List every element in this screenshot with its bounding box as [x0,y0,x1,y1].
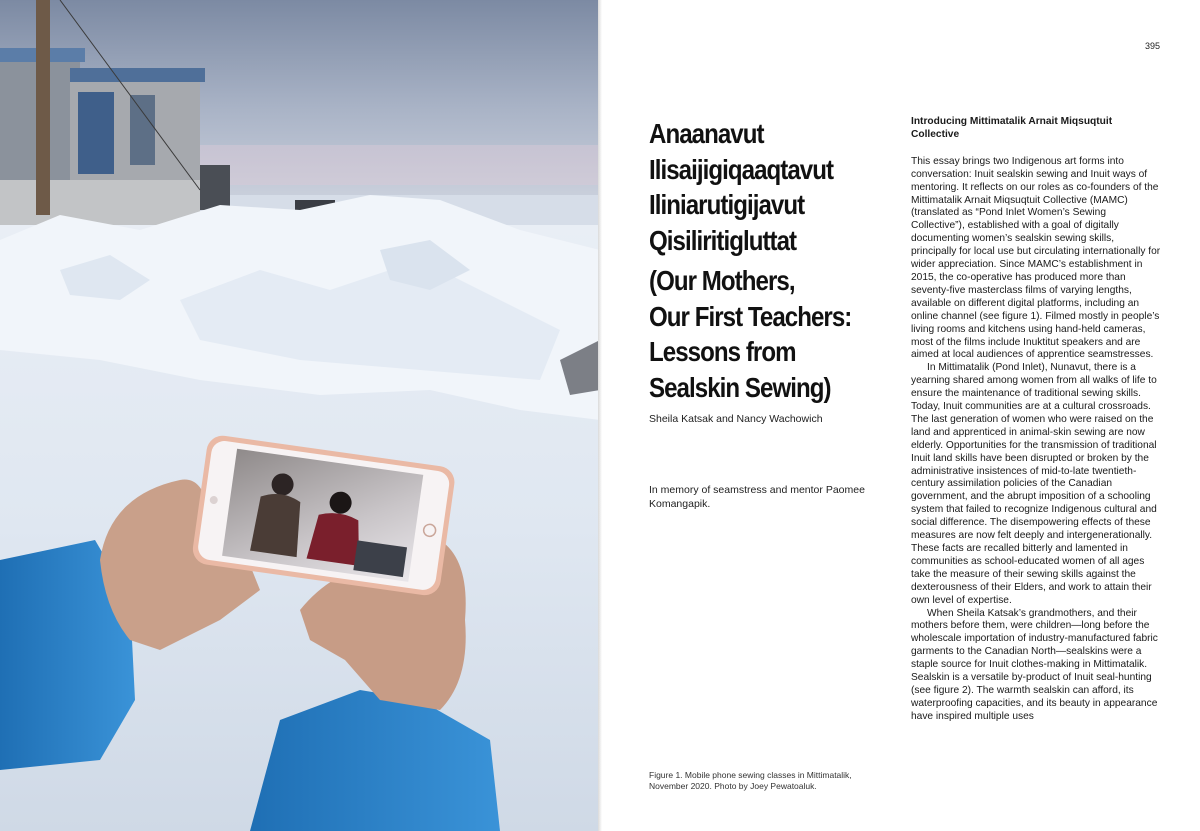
title-line: Qisiliritigluttat [649,224,797,256]
figure-caption: Figure 1. Mobile phone sewing classes in Mittimatalik, November 2020. Photo by Joey Pewatoaluk. [649,770,852,791]
page-gutter [598,0,602,831]
paragraph: In Mittimatalik (Pond Inlet), Nunavut, there is a yearning shared among women from all walks of life to ensure the maintenance of traditional sewing skills. Today, Inuit communities are at a cultural crossroads. The last generation of women who were raised on the land and apprenticed in animal-skin sewing are now elderly. Opportunities for the transmission of traditional Inuit land skills have been disrupted or broken by the administrative insistences of mid-to-late twentieth-century assimilation policies of the Canadian government, and the abrupt imposition of a schooling system that failed to recognize Indigenous cultural and social difference. The disempowering effects of these measures are now felt deeply and intergenerationally. These facts are recalled bitterly and lamented in communities as school-educated women of all ages take the measure of their sewing skills against the dexterousness of their Elders, and work to attain their own level of expertise. [911,362,1157,606]
paragraph: This essay brings two Indigenous art forms into conversation: Inuit sealskin sewing and Inuit ways of mentoring. It reflects on our roles as co-founders of the Mittimatalik Arnait Miqsuqtuit Collective (MAMC) (translated as “Pond Inlet Women’s Sewing Collective”), established with a goal of digitally documenting women’s sealskin sewing skills, principally for local use but circulating internationally for wider appreciation. Since MAMC’s establishment in 2015, the co-operative has produced more than seventy-five masterclass films of varying lengths, available on different digital platforms, including an online channel (see figure 1). Filmed mostly in people’s living rooms and kitchens using hand-held cameras, most of the films include Inuktitut speakers and are aimed at local audiences of apprentice seamstresses. [911,155,1161,361]
paragraph: When Sheila Katsak’s grandmothers, and their mothers before them, were children—long before the wholescale importation of industry-manufactured fabric garments to the Canadian North—sealskins were a staple source for Inuit clothes-making in Mittimatalik. Sealskin is a versatile by-product of Inuit seal-hunting (see figure 2). The warmth sealskin can afford, its waterproofing capacities, and its beauty in appearance have inspired multiple uses [911,607,1158,722]
title-line: Anaanavut [649,118,764,149]
subtitle-line: (Our Mothers, [649,265,795,296]
title-line: Iliniarutigijavut [649,189,805,220]
authors: Sheila Katsak and Nancy Wachowich [649,413,823,425]
subtitle-line: Our First Teachers: [649,300,852,332]
subtitle-line: Lessons from [649,336,796,367]
body-column [911,116,1161,724]
utility-pole [36,0,50,215]
dedication: In memory of seamstress and mentor Paomee Komangapik. [649,484,865,510]
article-title [649,116,855,405]
title-line: Ilisaijigiqaaqtavut [649,153,834,185]
page-number: 395 [1144,41,1160,51]
subtitle-line: Sealskin Sewing) [649,371,831,403]
section-heading: Introducing Mittimatalik Arnait Miqsuqtuit Collective [911,116,1113,140]
